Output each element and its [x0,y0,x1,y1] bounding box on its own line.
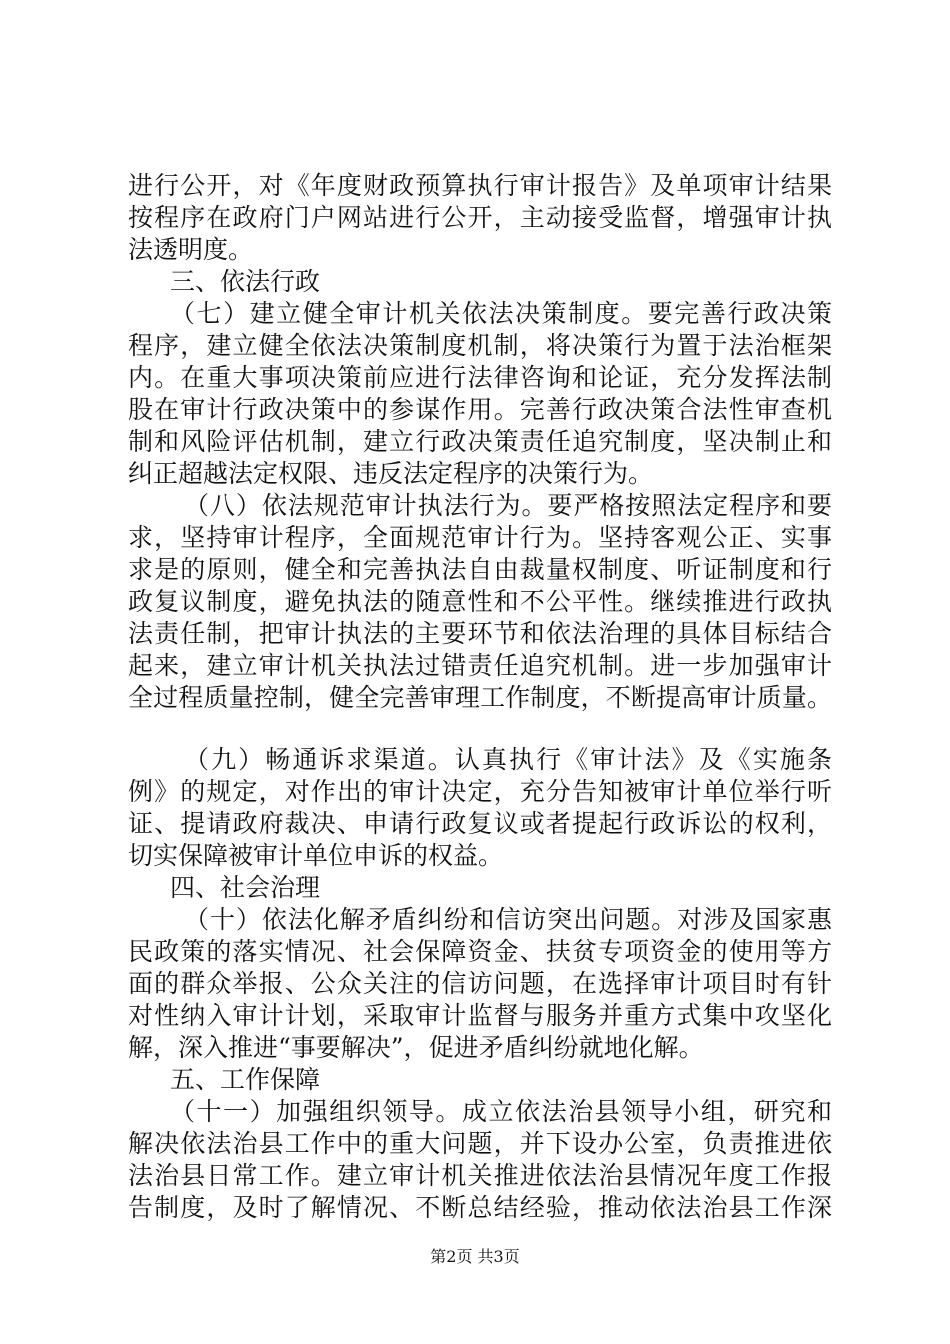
page-footer [0,1247,950,1267]
text-line: 内。在重大事项决策前应进行法律咨询和论证，充分发挥法制 [128,363,832,392]
text-line: 法治县日常工作。建立审计机关推进依法治县情况年度工作报 [128,1161,832,1190]
text-line: 政复议制度，避免执法的随意性和不公平性。继续推进行政执 [128,587,832,616]
text-line: 进行公开，对《年度财政预算执行审计报告》及单项审计结果 [128,171,832,200]
text-line: 切实保障被审计单位申诉的权益。 [128,841,504,870]
text-line: 起来，建立审计机关执法过错责任追究机制。进一步加强审计 [128,651,832,680]
text-line: 股在审计行政决策中的参谋作用。完善行政决策合法性审查机 [128,395,832,424]
text-line: 求是的原则，健全和完善执法自由裁量权制度、听证制度和行 [128,555,832,584]
text-line: 民政策的落实情况、社会保障资金、扶贫专项资金的使用等方 [128,937,832,966]
text-line: （十一）加强组织领导。成立依法治县领导小组，研究和 [170,1097,832,1126]
text-line: 告制度，及时了解情况、不断总结经验，推动依法治县工作深 [128,1193,832,1222]
text-line: 求，坚持审计程序，全面规范审计行为。坚持客观公正、实事 [128,523,832,552]
text-line: （八）依法规范审计执法行为。要严格按照法定程序和要 [184,491,832,520]
section-heading: 三、依法行政 [170,267,321,296]
text-line: 法责任制，把审计执法的主要环节和依法治理的具体目标结合 [128,619,832,648]
section-heading: 四、社会治理 [170,873,321,902]
section-heading: 五、工作保障 [170,1065,321,1094]
document-body [128,170,832,1224]
text-line: （七）建立健全审计机关依法决策制度。要完善行政决策 [170,299,832,328]
text-line: 解，深入推进“事要解决”，促进矛盾纠纷就地化解。 [128,1033,704,1062]
text-line: 法透明度。 [128,235,254,264]
text-line: 面的群众举报、公众关注的信访问题，在选择审计项目时有针 [128,969,832,998]
text-line: （九）畅通诉求渠道。认真执行《审计法》及《实施条 [184,745,832,774]
text-line: 按程序在政府门户网站进行公开，主动接受监督，增强审计执 [128,203,832,232]
text-line: 全过程质量控制，健全完善审理工作制度，不断提高审计质量。 [128,683,832,712]
text-line: 对性纳入审计计划，采取审计监督与服务并重方式集中攻坚化 [128,1001,832,1030]
page-number-label: 第2页 共3页 [430,1247,520,1266]
text-line: 解决依法治县工作中的重大问题，并下设办公室，负责推进依 [128,1129,832,1158]
text-line: 制和风险评估机制，建立行政决策责任追究制度，坚决制止和 [128,427,832,456]
text-line: 证、提请政府裁决、申请行政复议或者提起行政诉讼的权利， [128,809,832,838]
text-line: 纠正超越法定权限、违反法定程序的决策行为。 [128,459,654,488]
text-line: 程序，建立健全依法决策制度机制，将决策行为置于法治框架 [128,331,832,360]
text-line: 例》的规定，对作出的审计决定，充分告知被审计单位举行听 [128,777,832,806]
text-line: （十）依法化解矛盾纠纷和信访突出问题。对涉及国家惠 [184,905,832,934]
